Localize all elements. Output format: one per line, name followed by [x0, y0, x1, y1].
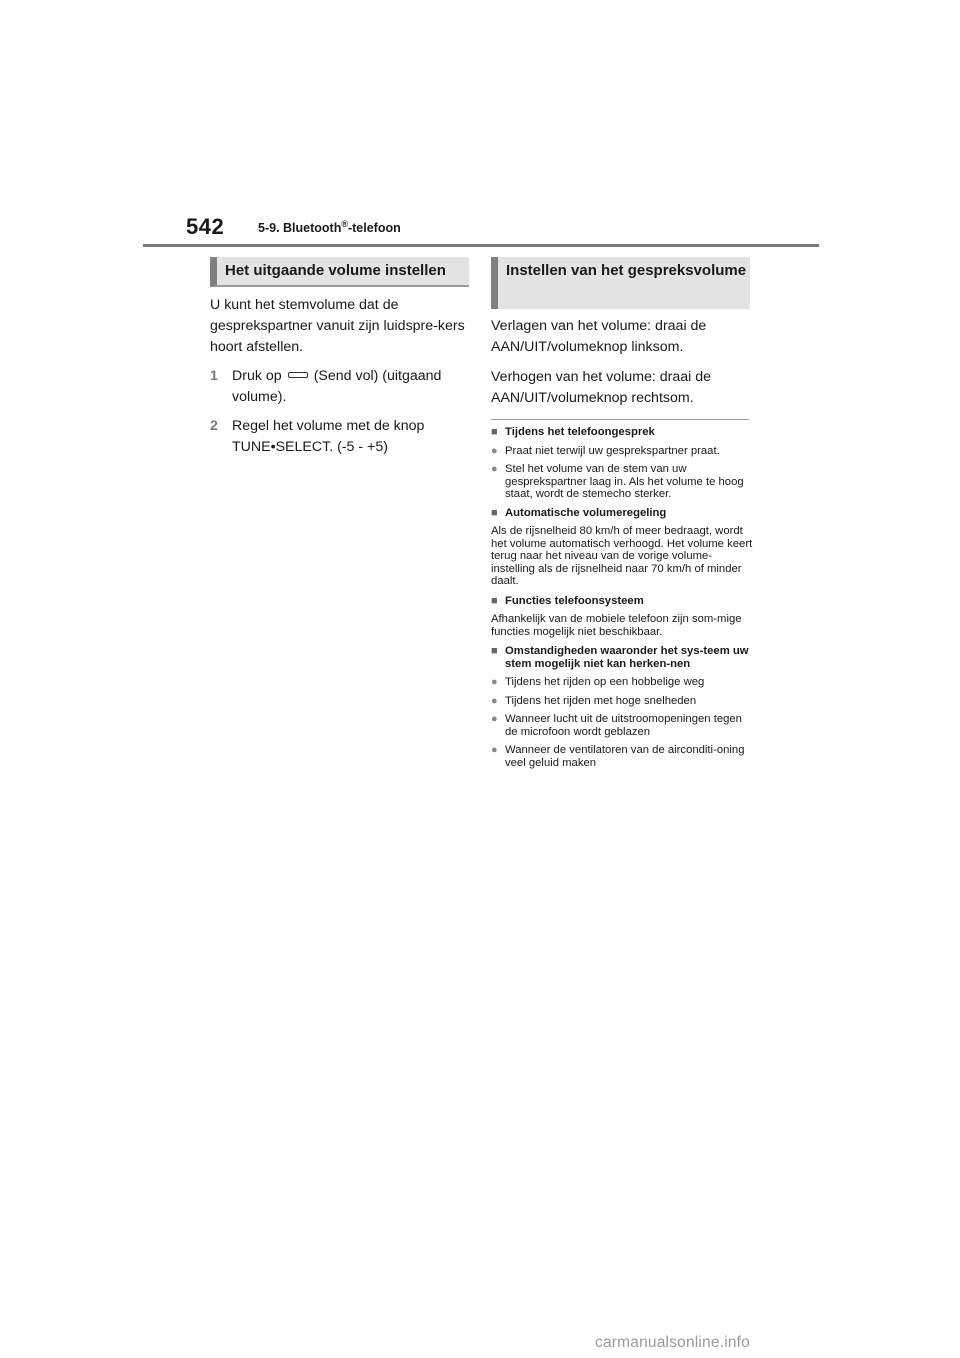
note-paragraph: Afhankelijk van de mobiele telefoon zijn som-mige functies mogelijk niet beschikbaar.	[491, 613, 742, 638]
step-2	[210, 416, 470, 458]
bullet-icon: ●	[491, 463, 498, 475]
note-bullet: ● Wanneer lucht uit de uitstroomopeningen tegen de microfoon wordt geblazen	[491, 713, 742, 738]
note-bullet: ● Tijdens het rijden met hoge snelheden	[491, 694, 697, 707]
note-bullet: ● Tijdens het rijden op een hobbelige weg	[491, 676, 705, 688]
bullet-icon: ●	[491, 676, 498, 688]
registered-mark: ®	[341, 219, 348, 229]
notes	[491, 426, 753, 775]
note-paragraph: Als de rijsnelheid 80 km/h of meer bedraagt, wordt het volume automatisch verhoogd. Het volume keert terug naar het niveau van de vorige volume-instelling als de rijsnelheid naar 70 km/h of minder daalt.	[491, 525, 753, 587]
note-bullet: ● Stel het volume van de stem van uw gesprekspartner laag in. Als het volume te hoog staat, wordt de stemecho sterker.	[491, 463, 744, 500]
square-icon: ■	[491, 645, 498, 657]
right-column	[491, 316, 749, 418]
step-text: Regel het volume met de knop TUNE•SELECT. (-5 - +5)	[232, 418, 425, 455]
step-1	[210, 366, 470, 408]
right-heading: Instellen van het gespreksvolume	[491, 257, 750, 309]
note-bullet: ● Praat niet terwijl uw gesprekspartner praat.	[491, 444, 720, 457]
bullet-icon: ●	[491, 713, 498, 725]
page-number: 542	[186, 214, 225, 239]
right-para: Verlagen van het volume: draai de AAN/UIT/volumeknop linksom.	[491, 318, 707, 355]
notes-rule	[491, 419, 749, 420]
bullet-icon: ●	[491, 744, 498, 756]
note-heading: ■ Automatische volumeregeling	[491, 506, 667, 519]
step-number: 1	[210, 368, 218, 384]
section-title	[258, 219, 401, 235]
send-vol-button-icon	[288, 372, 308, 378]
watermark[interactable]: carmanualsonline.info	[595, 1334, 750, 1351]
right-para: Verhogen van het volume: draai de AAN/UIT/volumeknop rechtsom.	[491, 369, 712, 406]
section-prefix: 5-9. Bluetooth	[258, 221, 342, 236]
section-suffix: -telefoon	[347, 221, 401, 236]
bullet-icon: ●	[491, 694, 498, 707]
note-heading: ■ Functies telefoonsysteem	[491, 594, 644, 607]
note-heading: ■ Tijdens het telefoongesprek	[491, 426, 655, 438]
header-rule	[143, 244, 819, 247]
left-intro: U kunt het stemvolume dat de gesprekspartner vanuit zijn luidspre-kers hoort afstellen.	[210, 297, 465, 355]
square-icon: ■	[491, 594, 498, 607]
square-icon: ■	[491, 506, 498, 519]
square-icon: ■	[491, 426, 498, 438]
step-number: 2	[210, 418, 218, 434]
step-text: Druk op (Send vol) (uitgaand volume).	[232, 368, 442, 405]
left-column	[210, 295, 470, 466]
left-heading: Het uitgaande volume instellen	[210, 257, 469, 287]
note-bullet: ● Wanneer de ventilatoren van de airconditi-oning veel geluid maken	[491, 744, 745, 769]
bullet-icon: ●	[491, 444, 498, 457]
note-heading: ■ Omstandigheden waaronder het sys-teem uw stem mogelijk niet kan herken-nen	[491, 645, 749, 670]
